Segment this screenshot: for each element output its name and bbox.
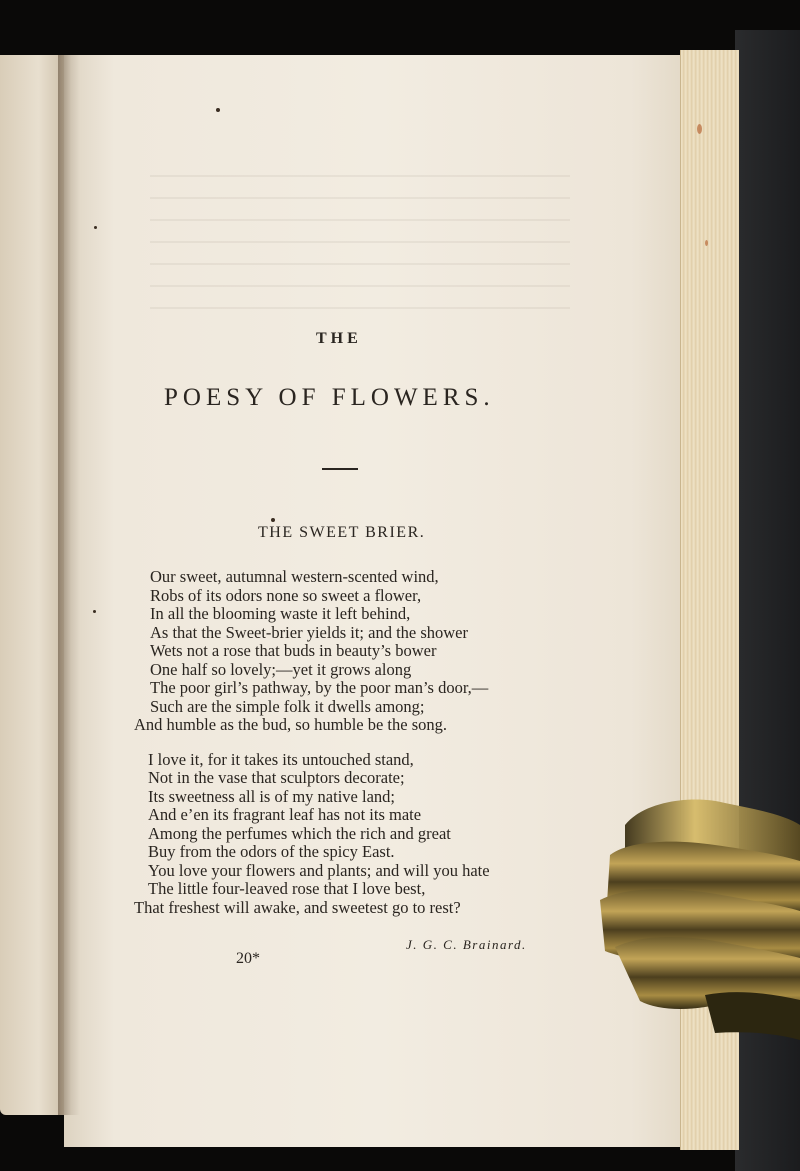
stanza-2 (134, 751, 574, 918)
book-gutter (58, 55, 80, 1115)
title-rule (322, 468, 358, 470)
poem-line: And humble as the bud, so humble be the song. (134, 715, 448, 734)
foxing-spot (705, 240, 708, 246)
poem-line: Wets not a rose that buds in beauty’s bower (150, 641, 437, 660)
ink-speck (94, 226, 97, 229)
poem-line: Its sweetness all is of my native land; (148, 786, 395, 806)
poem-line: Our sweet, autumnal western-scented wind, (150, 567, 439, 586)
poem-line: Such are the simple folk it dwells among; (150, 696, 425, 716)
show-through-text (150, 175, 570, 325)
poem-line: You love your flowers and plants; and will you hate (148, 860, 490, 880)
poem-line: Among the perfumes which the rich and great (148, 823, 451, 843)
poem-line: That freshest will awake, and sweetest go to rest? (134, 897, 461, 917)
ink-speck (271, 518, 275, 522)
poem-line: The poor girl’s pathway, by the poor man’s door,— (150, 678, 489, 697)
poem-line: One half so lovely;—yet it grows along (150, 659, 412, 679)
poem-line: I love it, for it takes its untouched stand, (148, 749, 414, 769)
poem-line: The little four-leaved rose that I love best, (148, 879, 426, 898)
poem-line: Buy from the odors of the spicy East. (148, 842, 395, 861)
brass-page-weight (585, 795, 800, 1040)
poem-line: In all the blooming waste it left behind, (150, 604, 411, 623)
ink-speck (216, 108, 220, 112)
section-title: THE SWEET BRIER. (258, 524, 426, 541)
stanza-1 (134, 568, 574, 735)
signature-mark: 20* (236, 950, 260, 967)
foxing-spot (697, 124, 702, 134)
poem-line: As that the Sweet-brier yields it; and the shower (150, 622, 469, 642)
poem-author: J. G. C. Brainard. (406, 937, 527, 952)
ink-speck (93, 610, 96, 613)
poem (134, 568, 574, 933)
poem-line: And e’en its fragrant leaf has not its mate (148, 805, 422, 824)
poem-line: Not in the vase that sculptors decorate; (148, 768, 405, 787)
heading-the: THE (316, 330, 362, 347)
main-title: POESY OF FLOWERS. (164, 384, 495, 411)
poem-line: Robs of its odors none so sweet a flower, (150, 585, 422, 605)
